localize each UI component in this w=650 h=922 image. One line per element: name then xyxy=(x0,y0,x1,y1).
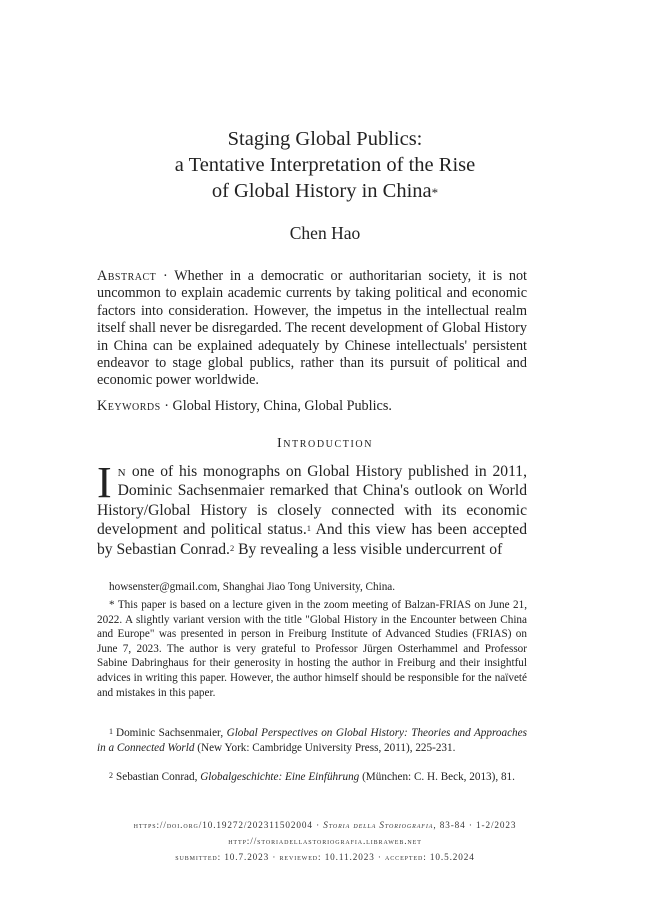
abstract-text: Whether in a democratic or authoritarian society, it is not uncommon to explain academic currents by taking political and economic factors into consideration. However, the impetus in the intellectual realm itself shall never be disregarded. The recent development of Global History in China can be explained adequately by Chinese intellectuals' persistent endeavor to stage global publics, rather than its pursuit of political and economic power worldwide. xyxy=(97,268,528,389)
title-footnote-marker: * xyxy=(431,185,439,200)
footnote-1-author: Dominic Sachsenmaier, xyxy=(116,727,227,739)
article-title xyxy=(0,126,650,204)
abstract-label: Abstract xyxy=(97,268,157,284)
footnote-star xyxy=(97,598,527,700)
drop-cap: I xyxy=(97,458,112,507)
footnote-ref-1[interactable]: 1 xyxy=(306,523,312,534)
keywords-label: Keywords xyxy=(97,398,161,414)
footer-separator: · xyxy=(312,820,324,830)
submission-dates: submitted: 10.7.2023 · reviewed: 10.11.2023 · accepted: 10.5.2024 xyxy=(175,852,475,862)
footnote-1-number: 1 xyxy=(109,727,113,736)
journal-issue: , 83-84 · 1-2/2023 xyxy=(433,820,517,830)
journal-url[interactable]: http://storiadellastoriografia.libraweb.net xyxy=(228,836,422,846)
journal-name: Storia della Storiografia xyxy=(323,820,434,830)
keywords-separator: · xyxy=(160,398,173,414)
footnote-star-marker: * xyxy=(109,599,115,611)
title-line-3 xyxy=(0,178,650,204)
body-text-1: one of his monographs on Global History published in 2011, Dominic Sachsenmaier remarked that China's outlook on World History/Global History is closely connected with its economic development and political status. xyxy=(97,463,527,539)
footnote-1-rest: (New York: Cambridge University Press, 2011), 225-231. xyxy=(194,741,456,754)
footnote-1 xyxy=(97,726,527,755)
section-heading: Introduction xyxy=(276,436,374,451)
body-text-3: By revealing a less visible undercurrent of xyxy=(234,540,503,558)
footer-doi-line xyxy=(0,819,650,831)
footnote-ref-2[interactable]: 2 xyxy=(229,542,235,553)
footnote-1-title: Global Perspectives on Global History: Theories and Approaches in a Connected World xyxy=(97,727,527,754)
footnote-star-text: This paper is based on a lecture given in the zoom meeting of Balzan-FRIAS on June 21, 2022. A slightly variant version with the title "Global History in the Encounter between China and Europe" was presented in person in Freiburg Institute of Advanced Studies (FRIAS) on June 7, 2023. The author is very grateful to Professor Jürgen Osterhammel and Professor Sabine Dabringhaus for their generosity in hosting the author in Freiburg and their insightful advices in writing this paper. However, the author himself should be responsible for the naïveté and mistakes in this paper. xyxy=(97,599,527,699)
footnote-2-rest: (München: C. H. Beck, 2013), 81. xyxy=(359,771,515,783)
doi-link[interactable]: https://doi.org/10.19272/202311502004 xyxy=(133,820,313,830)
author-name: Chen Hao xyxy=(289,223,361,243)
footnote-2-author: Sebastian Conrad, xyxy=(116,771,201,783)
footnote-email: howsenster@gmail.com, Shanghai Jiao Tong University, China. xyxy=(109,581,396,593)
first-word-rest: n xyxy=(117,463,127,480)
body-paragraph xyxy=(97,458,527,559)
body-text-2: And this view has been accepted by Sebastian Conrad. xyxy=(97,521,527,558)
abstract xyxy=(97,268,527,390)
title-line-2: a Tentative Interpretation of the Rise xyxy=(174,154,476,176)
abstract-separator: · xyxy=(156,268,175,284)
title-line-1: Staging Global Publics: xyxy=(227,128,423,150)
keywords-text: Global History, China, Global Publics. xyxy=(172,398,392,414)
keywords xyxy=(97,398,527,415)
footnote-2-number: 2 xyxy=(109,771,113,780)
footnote-2 xyxy=(97,770,527,785)
title-line-3-text: of Global History in China xyxy=(211,180,432,202)
footnote-2-title: Globalgeschichte: Eine Einführung xyxy=(200,771,360,783)
